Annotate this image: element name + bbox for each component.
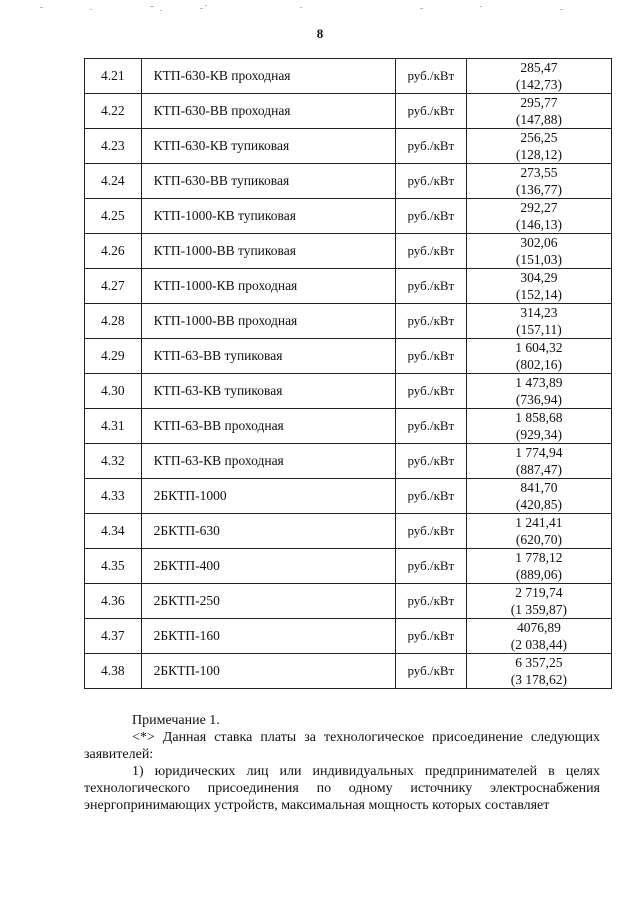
row-number: 4.30: [85, 374, 142, 409]
price-value: 314,23: [520, 305, 558, 320]
unit-cell: руб./кВт: [395, 234, 466, 269]
equipment-name: КТП-63-ВВ тупиковая: [141, 339, 395, 374]
row-number: 4.21: [85, 59, 142, 94]
table-row: [85, 549, 612, 584]
equipment-name: 2БКТП-400: [141, 549, 395, 584]
row-number: 4.24: [85, 164, 142, 199]
row-number: 4.32: [85, 444, 142, 479]
price-alt-value: (802,16): [515, 357, 562, 372]
price-cell: [466, 94, 611, 129]
equipment-name: КТП-630-КВ тупиковая: [141, 129, 395, 164]
row-number: 4.38: [85, 654, 142, 689]
table-row: [85, 94, 612, 129]
table-row: [85, 619, 612, 654]
table-row: [85, 269, 612, 304]
price-cell: [466, 339, 611, 374]
equipment-name: КТП-630-КВ проходная: [141, 59, 395, 94]
equipment-name: 2БКТП-160: [141, 619, 395, 654]
row-number: 4.36: [85, 584, 142, 619]
price-cell: [466, 654, 611, 689]
price-cell: [466, 59, 611, 94]
price-value: 1 241,41: [515, 515, 563, 530]
note-paragraph: <*> Данная ставка платы за технологическое присоединение следующих заявителей:: [84, 730, 600, 762]
equipment-name: КТП-63-КВ проходная: [141, 444, 395, 479]
table-row: [85, 479, 612, 514]
row-number: 4.33: [85, 479, 142, 514]
table-row: [85, 374, 612, 409]
price-alt-value: (142,73): [515, 77, 562, 92]
price-value: 4076,89: [516, 620, 561, 635]
table-row: [85, 129, 612, 164]
row-number: 4.25: [85, 199, 142, 234]
price-alt-value: (887,47): [515, 462, 562, 477]
row-number: 4.37: [85, 619, 142, 654]
table-row: [85, 304, 612, 339]
row-number: 4.27: [85, 269, 142, 304]
price-value: 1 473,89: [515, 375, 563, 390]
equipment-name: 2БКТП-250: [141, 584, 395, 619]
price-value: 292,27: [520, 200, 558, 215]
equipment-name: КТП-63-КВ тупиковая: [141, 374, 395, 409]
price-cell: [466, 619, 611, 654]
equipment-name: 2БКТП-630: [141, 514, 395, 549]
tariff-table: [84, 58, 612, 689]
price-alt-value: (420,85): [515, 497, 562, 512]
price-value: 304,29: [520, 270, 558, 285]
unit-cell: руб./кВт: [395, 409, 466, 444]
price-value: 285,47: [520, 60, 558, 75]
unit-cell: руб./кВт: [395, 374, 466, 409]
unit-cell: руб./кВт: [395, 59, 466, 94]
table-row: [85, 59, 612, 94]
price-value: 6 357,25: [515, 655, 563, 670]
row-number: 4.28: [85, 304, 142, 339]
price-alt-value: (152,14): [515, 287, 562, 302]
table-row: [85, 584, 612, 619]
row-number: 4.23: [85, 129, 142, 164]
price-cell: [466, 304, 611, 339]
equipment-name: КТП-1000-КВ проходная: [141, 269, 395, 304]
equipment-name: 2БКТП-1000: [141, 479, 395, 514]
equipment-name: КТП-1000-КВ тупиковая: [141, 199, 395, 234]
price-cell: [466, 584, 611, 619]
unit-cell: руб./кВт: [395, 339, 466, 374]
row-number: 4.22: [85, 94, 142, 129]
price-cell: [466, 129, 611, 164]
scan-artifact: [0, 2, 640, 16]
price-alt-value: (2 038,44): [510, 637, 568, 652]
price-cell: [466, 549, 611, 584]
unit-cell: руб./кВт: [395, 444, 466, 479]
price-alt-value: (146,13): [515, 217, 562, 232]
price-cell: [466, 514, 611, 549]
unit-cell: руб./кВт: [395, 269, 466, 304]
equipment-name: КТП-1000-ВВ проходная: [141, 304, 395, 339]
price-alt-value: (736,94): [515, 392, 562, 407]
notes-section: [84, 712, 600, 814]
table-row: [85, 164, 612, 199]
equipment-name: КТП-630-ВВ проходная: [141, 94, 395, 129]
price-value: 295,77: [520, 95, 558, 110]
page-number: 8: [316, 26, 324, 41]
note-title: Примечание 1.: [132, 713, 220, 728]
equipment-name: КТП-63-ВВ проходная: [141, 409, 395, 444]
price-alt-value: (147,88): [515, 112, 562, 127]
unit-cell: руб./кВт: [395, 584, 466, 619]
price-value: 1 604,32: [515, 340, 563, 355]
row-number: 4.34: [85, 514, 142, 549]
table-row: [85, 654, 612, 689]
unit-cell: руб./кВт: [395, 304, 466, 339]
row-number: 4.35: [85, 549, 142, 584]
price-alt-value: (889,06): [515, 567, 562, 582]
note-paragraph: 1) юридических лиц или индивидуальных предпринимателей в целях технологического присоединения по одному источнику электроснабжения энергопринимающих устройств, максимальная мощность которых составляет: [84, 764, 600, 813]
table-row: [85, 199, 612, 234]
price-alt-value: (151,03): [515, 252, 562, 267]
price-alt-value: (136,77): [515, 182, 562, 197]
unit-cell: руб./кВт: [395, 199, 466, 234]
price-alt-value: (620,70): [515, 532, 562, 547]
row-number: 4.26: [85, 234, 142, 269]
price-cell: [466, 444, 611, 479]
unit-cell: руб./кВт: [395, 164, 466, 199]
price-alt-value: (3 178,62): [510, 672, 568, 687]
price-value: 273,55: [520, 165, 558, 180]
unit-cell: руб./кВт: [395, 479, 466, 514]
price-cell: [466, 199, 611, 234]
unit-cell: руб./кВт: [395, 94, 466, 129]
price-value: 302,06: [520, 235, 558, 250]
price-alt-value: (128,12): [515, 147, 562, 162]
unit-cell: руб./кВт: [395, 654, 466, 689]
price-value: 841,70: [520, 480, 558, 495]
price-value: 2 719,74: [515, 585, 563, 600]
unit-cell: руб./кВт: [395, 514, 466, 549]
price-alt-value: (1 359,87): [510, 602, 568, 617]
price-alt-value: (929,34): [515, 427, 562, 442]
price-value: 1 774,94: [515, 445, 563, 460]
table-row: [85, 339, 612, 374]
price-cell: [466, 269, 611, 304]
table-row: [85, 444, 612, 479]
equipment-name: КТП-630-ВВ тупиковая: [141, 164, 395, 199]
price-value: 256,25: [520, 130, 558, 145]
price-value: 1 858,68: [515, 410, 563, 425]
price-alt-value: (157,11): [516, 322, 562, 337]
row-number: 4.31: [85, 409, 142, 444]
price-value: 1 778,12: [515, 550, 563, 565]
price-cell: [466, 409, 611, 444]
table-row: [85, 409, 612, 444]
price-cell: [466, 479, 611, 514]
unit-cell: руб./кВт: [395, 129, 466, 164]
equipment-name: 2БКТП-100: [141, 654, 395, 689]
price-cell: [466, 374, 611, 409]
table-row: [85, 514, 612, 549]
unit-cell: руб./кВт: [395, 619, 466, 654]
price-cell: [466, 164, 611, 199]
equipment-name: КТП-1000-ВВ тупиковая: [141, 234, 395, 269]
unit-cell: руб./кВт: [395, 549, 466, 584]
price-cell: [466, 234, 611, 269]
table-row: [85, 234, 612, 269]
row-number: 4.29: [85, 339, 142, 374]
